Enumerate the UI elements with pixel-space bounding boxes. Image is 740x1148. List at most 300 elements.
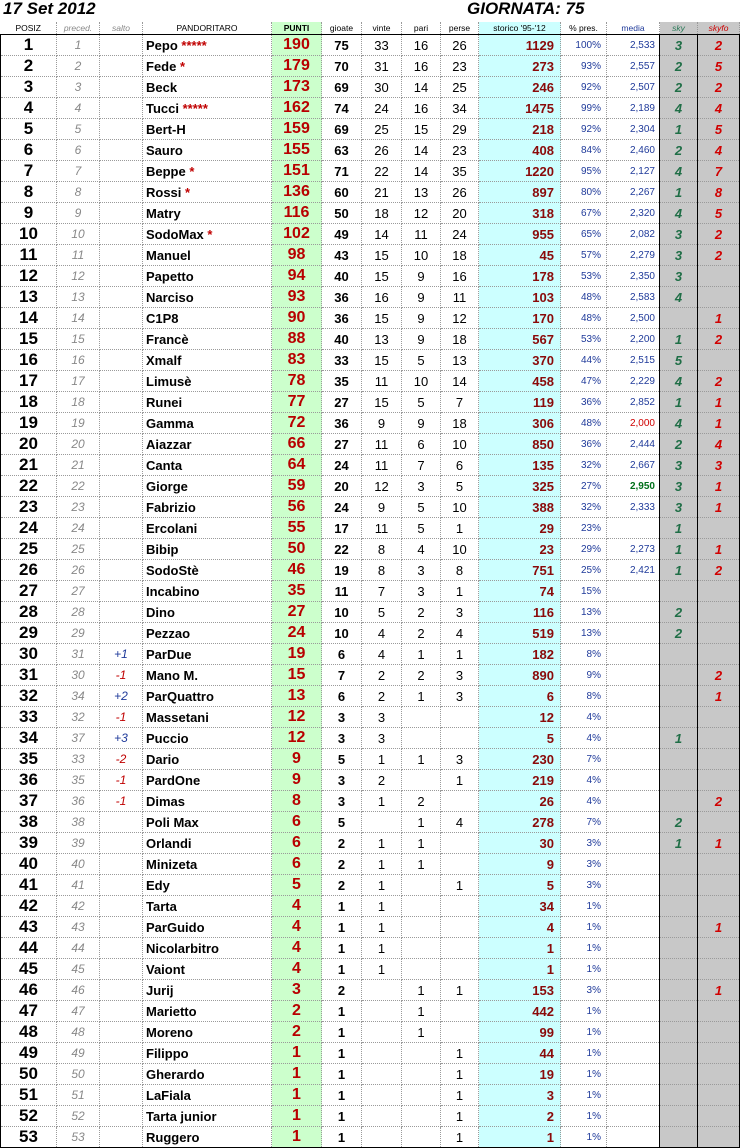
skyfo-cell <box>698 959 740 980</box>
sky-cell: 3 <box>660 266 698 287</box>
position-cell: 25 <box>1 539 57 560</box>
skyfo-cell: 5 <box>698 203 740 224</box>
position-cell: 16 <box>1 350 57 371</box>
previous-position-cell: 17 <box>57 371 100 392</box>
sky-cell: 5 <box>660 350 698 371</box>
table-body <box>1 35 740 1148</box>
historic-cell: 135 <box>479 455 561 476</box>
previous-position-cell: 6 <box>57 140 100 161</box>
player-name: Pepo <box>146 37 178 53</box>
position-cell: 31 <box>1 665 57 686</box>
table-row <box>1 182 740 203</box>
average-cell <box>607 1106 660 1127</box>
player-name-cell <box>143 476 272 497</box>
skyfo-cell <box>698 1085 740 1106</box>
historic-cell: 4 <box>479 917 561 938</box>
played-cell: 24 <box>322 455 362 476</box>
presence-cell: 25% <box>561 560 607 581</box>
historic-cell: 182 <box>479 644 561 665</box>
skyfo-cell <box>698 581 740 602</box>
skyfo-cell: 2 <box>698 329 740 350</box>
lost-cell: 25 <box>441 77 479 98</box>
draw-cell: 1 <box>402 980 441 1001</box>
previous-position-cell: 27 <box>57 581 100 602</box>
position-cell: 41 <box>1 875 57 896</box>
lost-cell <box>441 1022 479 1043</box>
table-row <box>1 56 740 77</box>
played-cell: 3 <box>322 707 362 728</box>
historic-cell: 99 <box>479 1022 561 1043</box>
previous-position-cell: 20 <box>57 434 100 455</box>
presence-cell: 7% <box>561 749 607 770</box>
played-cell: 2 <box>322 833 362 854</box>
historic-cell: 325 <box>479 476 561 497</box>
skyfo-cell: 5 <box>698 56 740 77</box>
draw-cell: 1 <box>402 833 441 854</box>
sky-cell: 2 <box>660 812 698 833</box>
average-cell: 2,127 <box>607 161 660 182</box>
jump-cell <box>100 98 143 119</box>
draw-cell: 9 <box>402 308 441 329</box>
player-name: Tarta junior <box>146 1108 217 1124</box>
historic-cell: 955 <box>479 224 561 245</box>
historic-cell: 6 <box>479 686 561 707</box>
historic-cell: 442 <box>479 1001 561 1022</box>
draw-cell <box>402 896 441 917</box>
previous-position-cell: 30 <box>57 665 100 686</box>
skyfo-cell: 1 <box>698 476 740 497</box>
points-cell: 72 <box>272 413 322 434</box>
played-cell: 20 <box>322 476 362 497</box>
skyfo-cell: 4 <box>698 434 740 455</box>
jump-cell <box>100 308 143 329</box>
table-row <box>1 749 740 770</box>
jump-cell <box>100 1022 143 1043</box>
position-cell: 23 <box>1 497 57 518</box>
played-cell: 36 <box>322 413 362 434</box>
played-cell: 40 <box>322 266 362 287</box>
skyfo-cell <box>698 938 740 959</box>
won-cell: 11 <box>362 455 402 476</box>
table-row <box>1 497 740 518</box>
sky-cell: 1 <box>660 392 698 413</box>
skyfo-cell: 2 <box>698 77 740 98</box>
previous-position-cell: 22 <box>57 476 100 497</box>
draw-cell: 6 <box>402 434 441 455</box>
table-row <box>1 770 740 791</box>
sky-cell: 3 <box>660 245 698 266</box>
table-row <box>1 329 740 350</box>
star-marker: * <box>176 58 186 74</box>
presence-cell: 7% <box>561 812 607 833</box>
player-name: SodoMax <box>146 226 204 242</box>
points-cell: 4 <box>272 959 322 980</box>
average-cell <box>607 1064 660 1085</box>
historic-cell: 850 <box>479 434 561 455</box>
points-cell: 102 <box>272 224 322 245</box>
position-cell: 11 <box>1 245 57 266</box>
sky-cell <box>660 875 698 896</box>
player-name: Massetani <box>146 709 209 725</box>
position-cell: 12 <box>1 266 57 287</box>
won-cell: 3 <box>362 707 402 728</box>
player-name: Xmalf <box>146 352 182 368</box>
played-cell: 24 <box>322 497 362 518</box>
historic-cell: 1 <box>479 938 561 959</box>
won-cell <box>362 1127 402 1148</box>
lost-cell: 18 <box>441 413 479 434</box>
sky-cell: 4 <box>660 98 698 119</box>
average-cell: 2,421 <box>607 560 660 581</box>
draw-cell <box>402 728 441 749</box>
player-name: Edy <box>146 877 170 893</box>
draw-cell: 2 <box>402 602 441 623</box>
sky-cell: 1 <box>660 119 698 140</box>
player-name-cell <box>143 560 272 581</box>
won-cell: 1 <box>362 833 402 854</box>
jump-cell <box>100 875 143 896</box>
previous-position-cell: 42 <box>57 896 100 917</box>
sky-cell <box>660 980 698 1001</box>
lost-cell: 1 <box>441 1043 479 1064</box>
player-name-cell <box>143 602 272 623</box>
average-cell: 2,200 <box>607 329 660 350</box>
previous-position-cell: 13 <box>57 287 100 308</box>
player-name-cell <box>143 1064 272 1085</box>
player-name-cell <box>143 1022 272 1043</box>
points-cell: 19 <box>272 644 322 665</box>
average-cell <box>607 686 660 707</box>
skyfo-cell <box>698 623 740 644</box>
won-cell: 3 <box>362 728 402 749</box>
won-cell: 12 <box>362 476 402 497</box>
points-cell: 4 <box>272 896 322 917</box>
player-name: Incabino <box>146 583 200 599</box>
previous-position-cell: 44 <box>57 938 100 959</box>
presence-cell: 36% <box>561 434 607 455</box>
average-cell: 2,444 <box>607 434 660 455</box>
historic-cell: 3 <box>479 1085 561 1106</box>
player-name: Tucci <box>146 100 179 116</box>
jump-cell <box>100 497 143 518</box>
player-name: Giorge <box>146 478 188 494</box>
presence-cell: 1% <box>561 917 607 938</box>
historic-cell: 5 <box>479 875 561 896</box>
previous-position-cell: 32 <box>57 707 100 728</box>
sky-cell <box>660 749 698 770</box>
average-cell <box>607 854 660 875</box>
average-cell: 2,279 <box>607 245 660 266</box>
lost-cell: 4 <box>441 812 479 833</box>
col-preced: preced. <box>57 22 100 35</box>
sky-cell: 4 <box>660 287 698 308</box>
position-cell: 4 <box>1 98 57 119</box>
position-cell: 32 <box>1 686 57 707</box>
player-name-cell <box>143 1127 272 1148</box>
played-cell: 2 <box>322 980 362 1001</box>
previous-position-cell: 2 <box>57 56 100 77</box>
sky-cell <box>660 644 698 665</box>
player-name: Fabrizio <box>146 499 196 515</box>
played-cell: 60 <box>322 182 362 203</box>
player-name-cell <box>143 875 272 896</box>
lost-cell: 26 <box>441 182 479 203</box>
average-cell: 2,852 <box>607 392 660 413</box>
sky-cell <box>660 938 698 959</box>
played-cell: 33 <box>322 350 362 371</box>
presence-cell: 92% <box>561 77 607 98</box>
player-name-cell <box>143 329 272 350</box>
previous-position-cell: 43 <box>57 917 100 938</box>
position-cell: 19 <box>1 413 57 434</box>
skyfo-cell: 1 <box>698 308 740 329</box>
lost-cell: 10 <box>441 497 479 518</box>
won-cell: 5 <box>362 602 402 623</box>
table-row <box>1 1106 740 1127</box>
player-name: LaFiala <box>146 1087 191 1103</box>
won-cell: 26 <box>362 140 402 161</box>
played-cell: 69 <box>322 77 362 98</box>
previous-position-cell: 34 <box>57 686 100 707</box>
previous-position-cell: 50 <box>57 1064 100 1085</box>
historic-cell: 119 <box>479 392 561 413</box>
points-cell: 4 <box>272 917 322 938</box>
presence-cell: 1% <box>561 1085 607 1106</box>
sky-cell <box>660 1043 698 1064</box>
points-cell: 24 <box>272 623 322 644</box>
presence-cell: 4% <box>561 707 607 728</box>
jump-cell <box>100 1106 143 1127</box>
sky-cell <box>660 1022 698 1043</box>
col-sky: sky <box>660 22 698 35</box>
draw-cell: 14 <box>402 77 441 98</box>
player-name: Pezzao <box>146 625 191 641</box>
played-cell: 70 <box>322 56 362 77</box>
jump-cell <box>100 140 143 161</box>
player-name-cell <box>143 350 272 371</box>
jump-cell <box>100 350 143 371</box>
draw-cell: 16 <box>402 35 441 56</box>
points-cell: 173 <box>272 77 322 98</box>
col-gioate: gioate <box>322 22 362 35</box>
skyfo-cell: 1 <box>698 980 740 1001</box>
player-name-cell <box>143 455 272 476</box>
star-marker: * <box>181 184 191 200</box>
jump-cell <box>100 518 143 539</box>
star-marker: * <box>203 226 213 242</box>
table-row <box>1 1127 740 1148</box>
lost-cell: 7 <box>441 392 479 413</box>
position-cell: 35 <box>1 749 57 770</box>
presence-cell: 1% <box>561 1064 607 1085</box>
previous-position-cell: 21 <box>57 455 100 476</box>
player-name-cell <box>143 497 272 518</box>
lost-cell <box>441 896 479 917</box>
position-cell: 52 <box>1 1106 57 1127</box>
player-name-cell <box>143 182 272 203</box>
lost-cell: 18 <box>441 245 479 266</box>
player-name-cell <box>143 791 272 812</box>
skyfo-cell: 8 <box>698 182 740 203</box>
historic-cell: 458 <box>479 371 561 392</box>
points-cell: 1 <box>272 1106 322 1127</box>
won-cell: 15 <box>362 266 402 287</box>
lost-cell: 3 <box>441 749 479 770</box>
played-cell: 1 <box>322 1106 362 1127</box>
average-cell: 2,304 <box>607 119 660 140</box>
skyfo-cell <box>698 602 740 623</box>
won-cell: 1 <box>362 854 402 875</box>
jump-cell <box>100 581 143 602</box>
lost-cell <box>441 1001 479 1022</box>
previous-position-cell: 53 <box>57 1127 100 1148</box>
jump-cell <box>100 455 143 476</box>
won-cell: 7 <box>362 581 402 602</box>
col-salto: salto <box>100 22 143 35</box>
historic-cell: 29 <box>479 518 561 539</box>
average-cell: 2,557 <box>607 56 660 77</box>
player-name-cell <box>143 581 272 602</box>
jump-cell <box>100 980 143 1001</box>
played-cell: 74 <box>322 98 362 119</box>
points-cell: 83 <box>272 350 322 371</box>
previous-position-cell: 25 <box>57 539 100 560</box>
points-cell: 1 <box>272 1064 322 1085</box>
player-name-cell <box>143 392 272 413</box>
won-cell <box>362 1001 402 1022</box>
player-name: Rossi <box>146 184 182 200</box>
draw-cell: 1 <box>402 854 441 875</box>
points-cell: 27 <box>272 602 322 623</box>
position-cell: 33 <box>1 707 57 728</box>
table-row <box>1 833 740 854</box>
position-cell: 48 <box>1 1022 57 1043</box>
table-row <box>1 602 740 623</box>
position-cell: 45 <box>1 959 57 980</box>
skyfo-cell: 2 <box>698 560 740 581</box>
position-cell: 5 <box>1 119 57 140</box>
position-cell: 40 <box>1 854 57 875</box>
presence-cell: 57% <box>561 245 607 266</box>
average-cell: 2,267 <box>607 182 660 203</box>
historic-cell: 19 <box>479 1064 561 1085</box>
average-cell: 2,229 <box>607 371 660 392</box>
played-cell: 19 <box>322 560 362 581</box>
table-row <box>1 392 740 413</box>
skyfo-cell: 5 <box>698 119 740 140</box>
won-cell: 4 <box>362 644 402 665</box>
player-name-cell <box>143 728 272 749</box>
jump-cell <box>100 1064 143 1085</box>
star-marker: ***** <box>177 37 207 53</box>
previous-position-cell: 1 <box>57 35 100 56</box>
position-cell: 6 <box>1 140 57 161</box>
average-cell: 2,082 <box>607 224 660 245</box>
col-posiz: POSIZ <box>1 22 57 35</box>
lost-cell: 3 <box>441 665 479 686</box>
historic-cell: 751 <box>479 560 561 581</box>
jump-cell <box>100 182 143 203</box>
presence-cell: 13% <box>561 602 607 623</box>
position-cell: 37 <box>1 791 57 812</box>
table-row <box>1 455 740 476</box>
player-name: Moreno <box>146 1024 193 1040</box>
sky-cell: 1 <box>660 728 698 749</box>
jump-cell: +3 <box>100 728 143 749</box>
player-name-cell <box>143 812 272 833</box>
presence-cell: 65% <box>561 224 607 245</box>
presence-cell: 8% <box>561 686 607 707</box>
historic-cell: 30 <box>479 833 561 854</box>
col-pres: % pres. <box>561 22 607 35</box>
sky-cell <box>660 854 698 875</box>
player-name-cell <box>143 413 272 434</box>
jump-cell <box>100 1043 143 1064</box>
jump-cell <box>100 329 143 350</box>
average-cell <box>607 875 660 896</box>
average-cell <box>607 581 660 602</box>
draw-cell: 10 <box>402 245 441 266</box>
col-media: media <box>607 22 660 35</box>
page-header <box>0 0 719 22</box>
presence-cell: 8% <box>561 644 607 665</box>
points-cell: 13 <box>272 686 322 707</box>
table-row <box>1 350 740 371</box>
average-cell: 2,273 <box>607 539 660 560</box>
jump-cell <box>100 1127 143 1148</box>
average-cell <box>607 833 660 854</box>
historic-cell: 74 <box>479 581 561 602</box>
skyfo-cell: 2 <box>698 35 740 56</box>
won-cell: 2 <box>362 665 402 686</box>
previous-position-cell: 49 <box>57 1043 100 1064</box>
table-row <box>1 140 740 161</box>
points-cell: 66 <box>272 434 322 455</box>
points-cell: 190 <box>272 35 322 56</box>
won-cell: 4 <box>362 623 402 644</box>
average-cell <box>607 602 660 623</box>
jump-cell <box>100 434 143 455</box>
average-cell <box>607 896 660 917</box>
won-cell: 8 <box>362 539 402 560</box>
table-row <box>1 413 740 434</box>
draw-cell <box>402 1085 441 1106</box>
table-row <box>1 791 740 812</box>
presence-cell: 100% <box>561 35 607 56</box>
historic-cell: 230 <box>479 749 561 770</box>
player-name: Francè <box>146 331 189 347</box>
average-cell <box>607 1043 660 1064</box>
historic-cell: 890 <box>479 665 561 686</box>
points-cell: 35 <box>272 581 322 602</box>
player-name-cell <box>143 749 272 770</box>
average-cell <box>607 644 660 665</box>
played-cell: 3 <box>322 770 362 791</box>
draw-cell: 9 <box>402 413 441 434</box>
won-cell: 25 <box>362 119 402 140</box>
lost-cell <box>441 917 479 938</box>
player-name: Orlandi <box>146 835 192 851</box>
table-row <box>1 539 740 560</box>
draw-cell: 12 <box>402 203 441 224</box>
table-row <box>1 560 740 581</box>
previous-position-cell: 36 <box>57 791 100 812</box>
lost-cell: 5 <box>441 476 479 497</box>
draw-cell <box>402 917 441 938</box>
player-name-cell <box>143 854 272 875</box>
average-cell: 2,320 <box>607 203 660 224</box>
historic-cell: 103 <box>479 287 561 308</box>
